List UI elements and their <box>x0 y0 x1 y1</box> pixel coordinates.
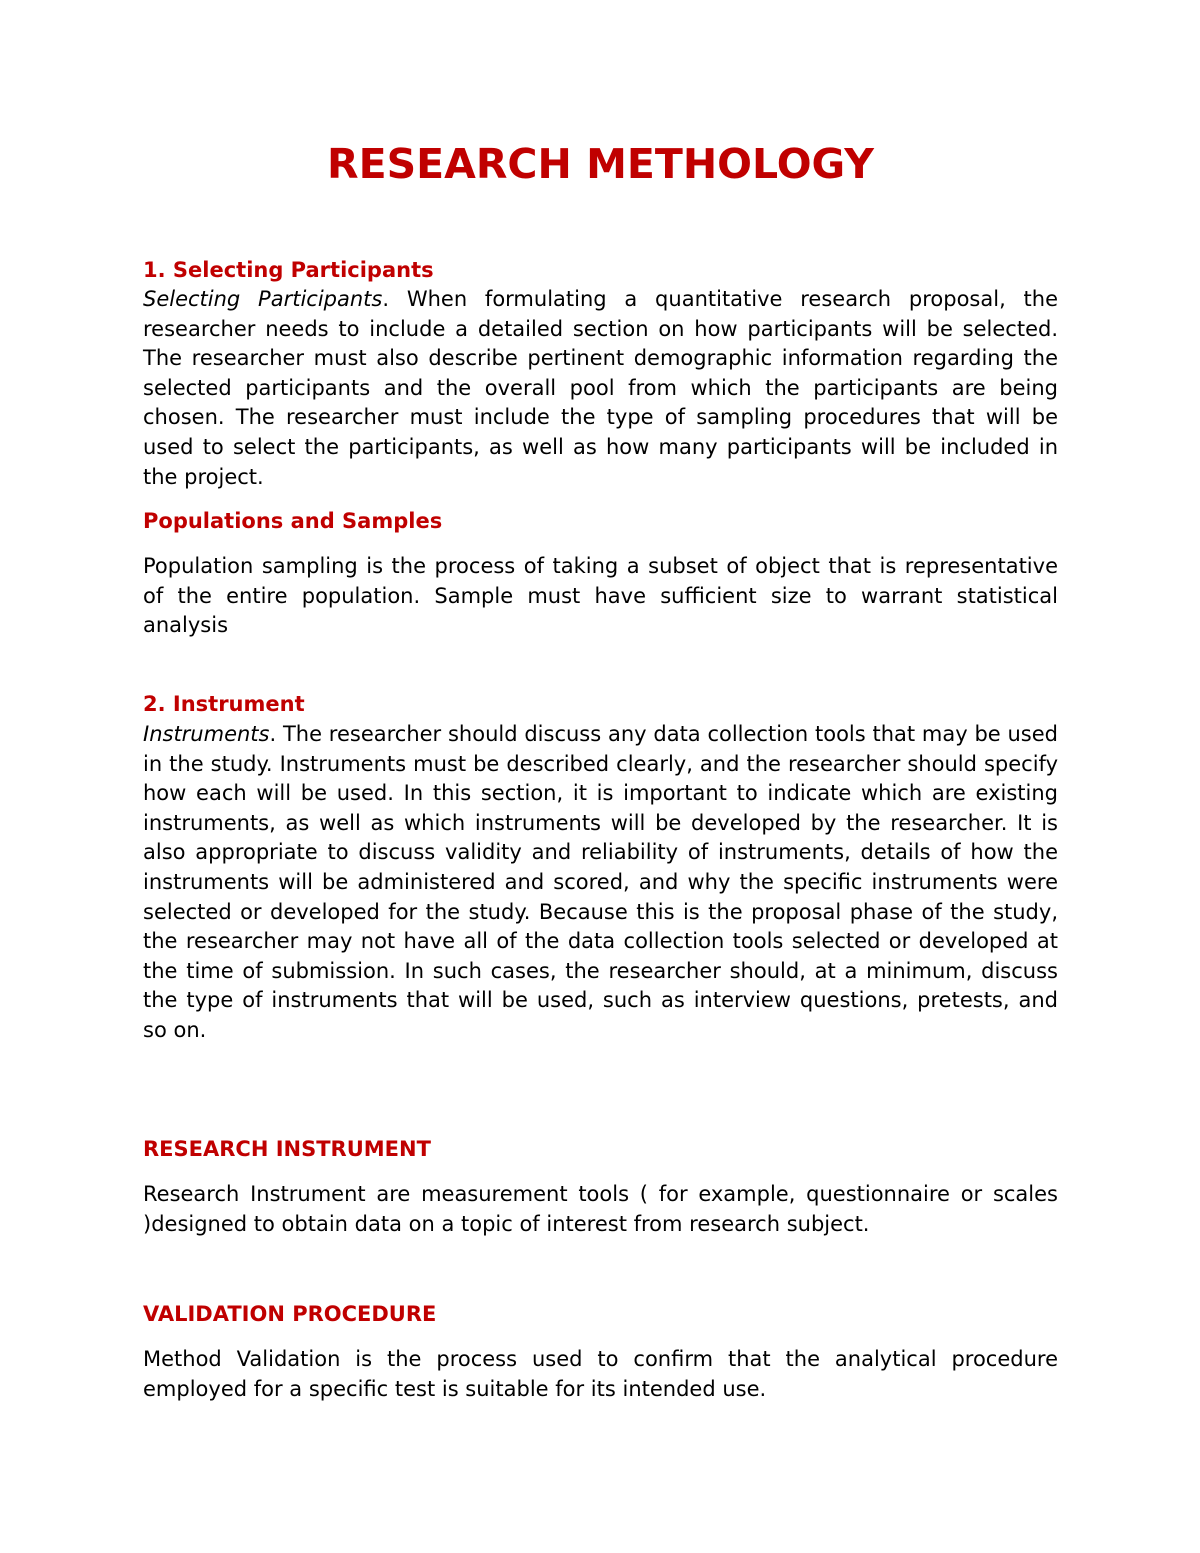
lead-selecting-participants: Selecting Participants <box>143 287 383 311</box>
heading-research-instrument: RESEARCH INSTRUMENT <box>143 1137 431 1161</box>
body-selecting-participants: . When formulating a quantitative research proposal, the researcher needs to include a detailed section on how participants will be selected. The researcher must also describe pertinent demographic information regarding the selected participants and the overall pool from which the participants are being chosen. The researcher must include the type of sampling procedures that will be used to select the participants, as well as how many participants will be included in the project. <box>143 287 1059 489</box>
heading-selecting-participants: 1. Selecting Participants <box>143 258 434 282</box>
heading-validation-procedure: VALIDATION PROCEDURE <box>143 1302 437 1326</box>
document-title: RESEARCH METHOLOGY <box>327 140 874 188</box>
heading-populations-samples: Populations and Samples <box>143 509 443 533</box>
body-instrument: . The researcher should discuss any data collection tools that may be used in the study. Instruments must be described clearly, and the researcher should specify how each will be used. In this section, it is important to indicate which are existing instruments, as well as which instruments will be developed by the researcher. It is also appropriate to discuss validity and reliability of instruments, details of how the instruments will be administered and scored, and why the specific instruments were selected or developed for the study. Because this is the proposal phase of the study, the researcher may not have all of the data collection tools selected or developed at the time of submission. In such cases, the researcher should, at a minimum, discuss the type of instruments that will be used, such as interview questions, pretests, and so on. <box>143 722 1058 1042</box>
paragraph-populations-samples: Population sampling is the process of taking a subset of object that is representative of the entire population. Sample must have sufficient size to warrant statistical analysis <box>143 554 1058 638</box>
lead-instrument: Instruments <box>143 722 270 746</box>
paragraph-research-instrument: Research Instrument are measurement tools ( for example, questionnaire or scales )designed to obtain data on a topic of interest from research subject. <box>143 1182 1058 1236</box>
heading-instrument: 2. Instrument <box>143 692 305 716</box>
paragraph-instrument <box>143 720 1058 1046</box>
paragraph-validation-procedure: Method Validation is the process used to confirm that the analytical procedure employed for a specific test is suitable for its intended use. <box>143 1347 1058 1401</box>
paragraph-selecting-participants <box>143 285 1058 492</box>
